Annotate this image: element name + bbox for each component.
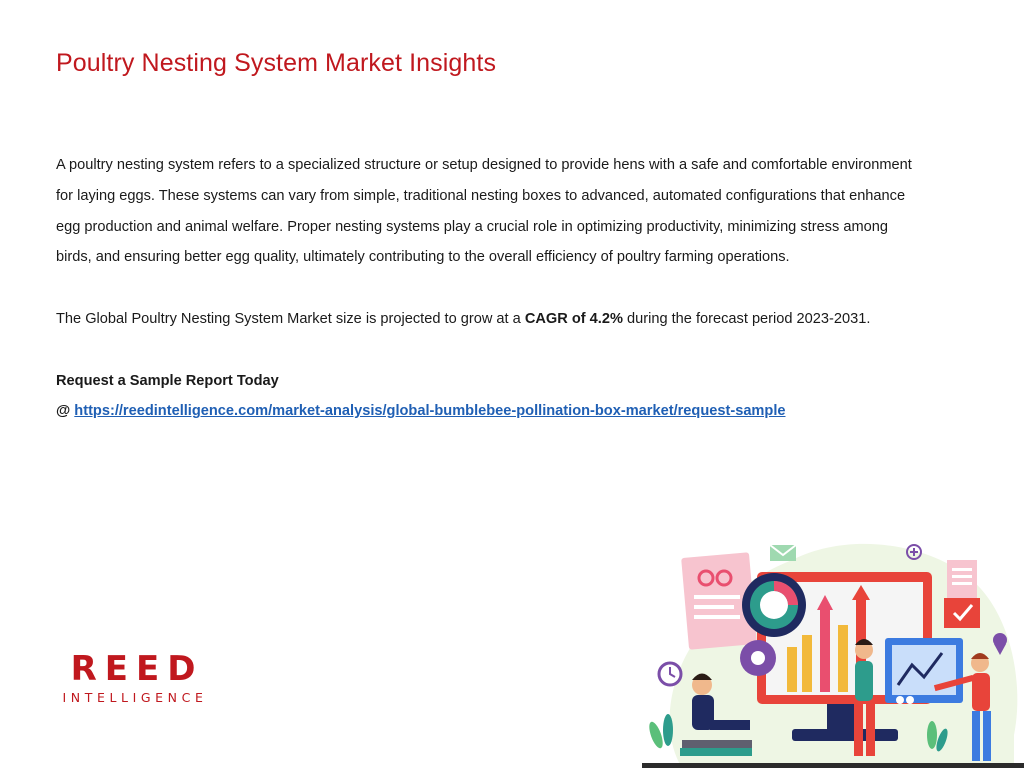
clock-icon	[659, 663, 681, 685]
donut-chart-icon	[742, 573, 806, 637]
cta-link-line	[56, 396, 926, 427]
body-content	[56, 150, 926, 427]
analytics-illustration	[642, 535, 1024, 768]
tablet-chart-icon	[885, 638, 963, 704]
at-symbol: @	[56, 403, 75, 420]
sample-request-link[interactable]: https://reedintelligence.com/market-analysis/global-bumblebee-pollination-box-market/request-sample	[74, 403, 786, 420]
logo-main-text: REED	[70, 649, 204, 689]
envelope-icon	[770, 545, 796, 561]
document-stack-icon	[944, 560, 980, 628]
cagr-value: CAGR of 4.2%	[524, 310, 623, 327]
description-paragraph: A poultry nesting system refers to a specialized structure or setup designed to provide hens with a safe and comfortable environment for laying eggs. These systems can vary from simple, traditional nesting boxes to advanced, automated configurations that enhance egg production and animal welfare. Proper nesting systems play a crucial role in optimizing productivity, minimizing stress among birds, and ensuring better egg quality, ultimately contributing to the overall efficiency of poultry farming operations.	[56, 157, 912, 266]
cta-heading: Request a Sample Report Today	[56, 372, 279, 389]
gear-icon	[740, 640, 776, 676]
spacer	[56, 273, 926, 304]
logo-sub-text: INTELLIGENCE	[62, 690, 208, 705]
market-prefix: The Global Poultry Nesting System Market size is projected to grow at a	[56, 310, 525, 327]
spacer	[56, 335, 926, 366]
market-paragraph	[56, 304, 926, 335]
page-title: Poultry Nesting System Market Insights	[56, 49, 497, 77]
market-suffix: during the forecast period 2023-2031.	[622, 310, 871, 327]
reed-intelligence-logo	[52, 650, 214, 706]
